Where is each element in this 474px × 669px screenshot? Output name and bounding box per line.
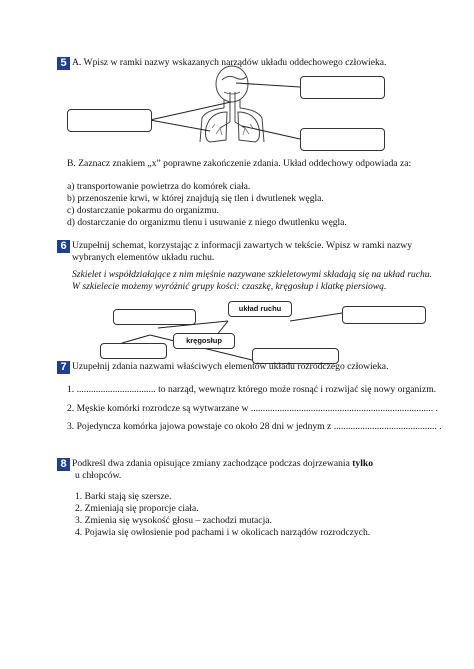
answer-box-skeleton[interactable] [113, 309, 196, 325]
task-5-option-a[interactable]: a) transportowanie powietrza do komórek ciała. [67, 181, 251, 192]
task-7-sentence-3[interactable]: 3. Pojedyncza komórka jajowa powstaje co około 28 dni w jednym z ........................................... . [67, 421, 442, 432]
task-8-instruction-line2: u chłopców. [75, 470, 122, 481]
answer-box-skull[interactable] [100, 343, 167, 359]
task-8-instruction-bold: tylko [352, 458, 374, 469]
task-8-number: 8 [57, 458, 70, 471]
task-7-sentence-2[interactable]: 2. Męskie komórki rozrodcze są wytwarzane w ............................................................................ . [67, 403, 438, 414]
task-5-part-b-text: B. Zaznacz znakiem „x” poprawne zakończenie zdania. Układ oddechowy odpowiada za: [67, 158, 412, 169]
task-5-number: 5 [57, 57, 70, 70]
task-5-part-a-text: A. Wpisz w ramki nazwy wskazanych narządów układu oddechowego człowieka. [72, 57, 387, 68]
task-6-number: 6 [57, 240, 70, 253]
label-spine: kręgosłup [173, 333, 235, 349]
label-movement-system: układ ruchu [228, 301, 292, 317]
task-7-instruction: Uzupełnij zdania nazwami właściwych elementów układu rozrodczego człowieka. [72, 361, 389, 372]
task-6-instruction-line1: Uzupełnij schemat, korzystając z informacji zawartych w tekście. Wpisz w ramki nazwy [72, 240, 413, 251]
task-5-option-d[interactable]: d) dostarczanie do organizmu tlenu i usuwanie z niego dwutlenku węgla. [67, 217, 347, 228]
task-7-number: 7 [57, 361, 70, 374]
task-8-item-1[interactable]: 1. Barki stają się szersze. [75, 491, 172, 502]
task-5-option-c[interactable]: c) dostarczanie pokarmu do organizmu. [67, 205, 219, 216]
task-6-instruction-line2: wybranych elementów układu ruchu. [72, 252, 215, 263]
task-5-option-b[interactable]: b) przenoszenie krwi, w której znajdują się tlen i dwutlenek węgla. [67, 193, 324, 204]
task-8-item-3[interactable]: 3. Zmienia się wysokość głosu – zachodzi mutacja. [75, 515, 272, 526]
link-to-right-box [290, 313, 342, 321]
task-7-sentence-1[interactable]: 1. ................................. to narząd, wewnątrz którego może rosnąć i rozwijać się nowy organizm. [67, 384, 437, 395]
task-8-item-4[interactable]: 4. Pojawia się owłosienie pod pachami i w okolicach narządów rozrodczych. [75, 527, 371, 538]
task-8-item-2[interactable]: 2. Zmieniają się proporcje ciała. [75, 503, 199, 514]
task-8-instruction-line1 [72, 458, 373, 470]
task-8-instruction-text: Podkreśl dwa zdania opisujące zmiany zachodzące podczas dojrzewania [72, 458, 353, 469]
task-6-passage-line1: Szkielet i współdziałające z nim mięśnie nazywane szkieletowymi składają się na układ ruchu. [72, 269, 432, 280]
link-left-to-skull-box [122, 335, 150, 343]
answer-box-muscles[interactable] [342, 306, 426, 324]
task-6-passage-line2: W szkielecie możemy wyróżnić grupy kości: czaszkę, kręgosłup i klatkę piersiową. [72, 281, 387, 292]
